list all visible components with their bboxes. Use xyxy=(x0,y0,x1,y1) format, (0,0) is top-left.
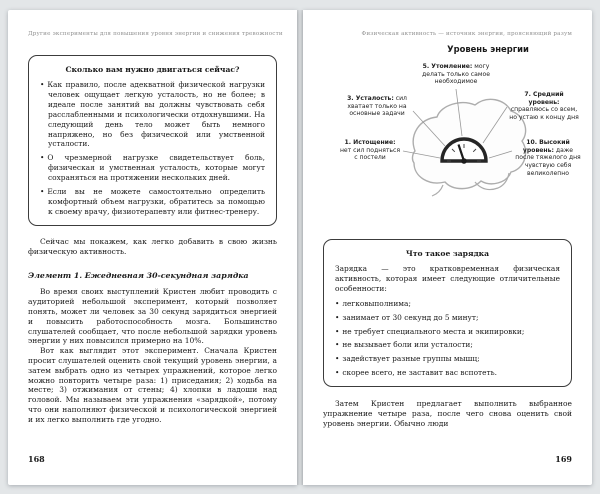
charger-definition-box xyxy=(323,239,572,387)
energy-label-10: 10. Высокий уровень: даже после тяжелого дня чувствую себя великолепно xyxy=(515,139,581,177)
box-bullet: • задействует разные группы мышц; xyxy=(335,354,560,364)
box-title: Что такое зарядка xyxy=(405,249,490,258)
paragraph: Во время своих выступлений Кристен любит проводить с аудиторией небольшой эксперимент, который позволяет понять, может ли человек за 30 секунд зарядиться энергией и повысить работоспособность мозга. Большинство слушателей сообщает, что после небольшой зарядки уровень энергии у них повысился примерно на 10%. xyxy=(28,287,277,346)
paragraph: Вот как выглядит этот эксперимент. Сначала Кристен просит слушателей оценить свой текущий уровень энергии, а затем выбрать одно из четырех упражнений, которое легко можно повторить четыре раза: 1) приседания; 2) ходьба на месте; 3) отжимания от стены; 4) хлопки в ладоши над головой. Мы называем эти упражнения «зарядкой», потому что они наполняют физической и психологической энергией и их легко выполнить где угодно. xyxy=(28,346,277,424)
box-bullet: • Как правило, после адекватной физической нагрузки человек ощущает легкую усталость, но не более; в идеале после занятий вы должны чувствовать себя расслабленными и психологически отдохнувшими. На следующий день тело может быть немного напряжено, но без физической или умственной усталости. xyxy=(40,80,265,149)
box-bullet: • О чрезмерной нагрузке свидетельствует боль, физическая и умственная усталость, которые могут сохраняться на протяжении нескольких дней. xyxy=(40,153,265,183)
energy-label-1: 1. Истощение: нет сил подняться с постели xyxy=(339,139,401,162)
page-number-right: 169 xyxy=(555,454,572,464)
box-bullet-list xyxy=(335,299,560,378)
energy-level-diagram xyxy=(303,39,592,211)
box-bullet: • не вызывает боли или усталости; xyxy=(335,340,560,350)
box-bullet: • легковыполнима; xyxy=(335,299,560,309)
energy-label-7: 7. Средний уровень: справляюсь со всем, но устаю к концу дня xyxy=(509,91,579,122)
page-left xyxy=(8,10,297,485)
intro-paragraph: Сейчас мы покажем, как легко добавить в свою жизнь физическую активность. xyxy=(28,236,277,256)
running-head-right: Физическая активность — источник энергии, проясняющий разум xyxy=(361,31,572,37)
page-number-left: 168 xyxy=(28,454,45,464)
running-head-left: Другие эксперименты для повышения уровня энергии и снижения тревожности xyxy=(28,31,283,37)
movement-guideline-box xyxy=(28,55,277,226)
energy-label-5: 5. Утомление: могу делать только самое необходимое xyxy=(422,63,490,86)
box-bullet: • Если вы не можете самостоятельно определить комфортный объем нагрузки, обратитесь за помощью к своему врачу, физиотерапевту или фитнес-тренеру. xyxy=(40,187,265,217)
box-bullet: • не требует специального места и экипировки; xyxy=(335,327,560,337)
energy-label-3: 3. Усталость: сил хватает только на основные задачи xyxy=(347,95,407,118)
box-bullet: • скорее всего, не заставит вас вспотеть. xyxy=(335,368,560,378)
box-intro: Зарядка — это кратковременная физическая активность, которая имеет следующие отличительные особенности: xyxy=(335,264,560,293)
section-heading: Элемент 1. Ежедневная 30-секундная зарядка xyxy=(28,271,249,281)
box-bullet-list xyxy=(40,80,265,217)
page-right xyxy=(303,10,592,485)
closing-paragraph: Затем Кристен предлагает выполнить выбранное упражнение четыре раза, после чего снова оценить свой уровень энергии. Обычно люди xyxy=(323,399,572,428)
box-bullet: • занимает от 30 секунд до 5 минут; xyxy=(335,313,560,323)
diagram-title: Уровень энергии xyxy=(447,44,529,54)
box-title: Сколько вам нужно двигаться сейчас? xyxy=(65,65,240,74)
